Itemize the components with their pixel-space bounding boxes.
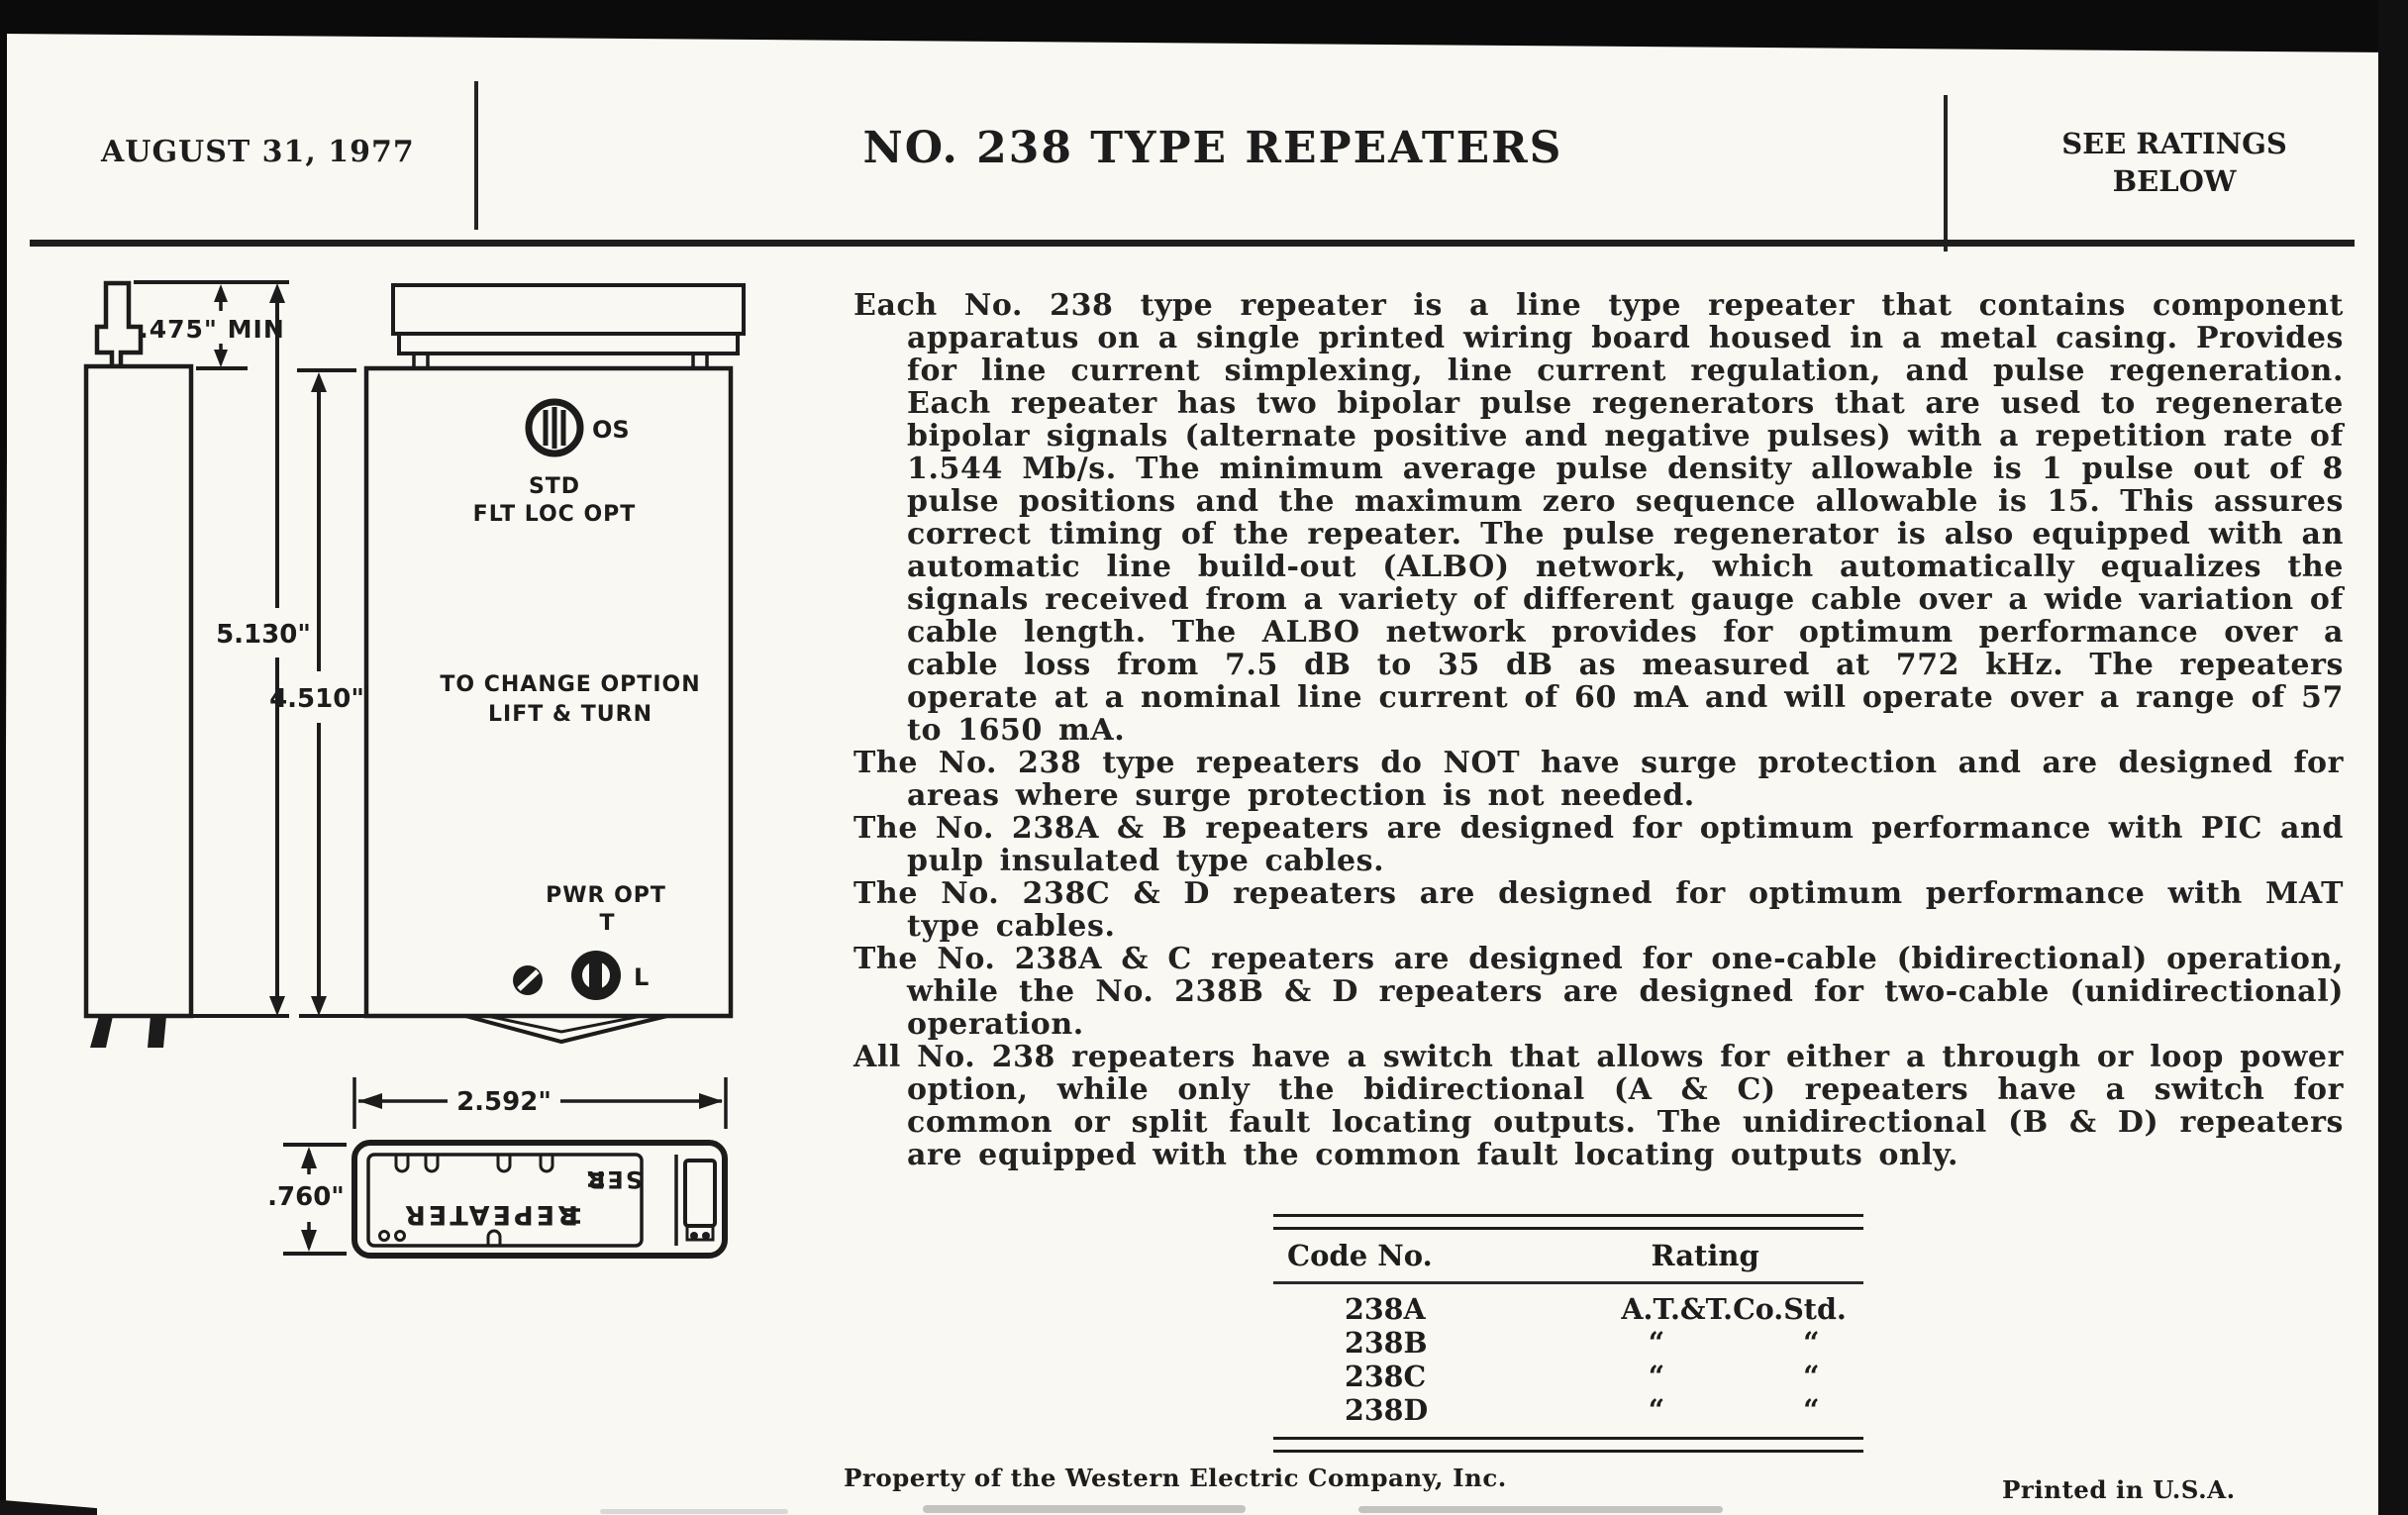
page-title: NO. 238 TYPE REPEATERS	[862, 123, 1563, 173]
code-cell: 238C	[1345, 1360, 1427, 1393]
front-view	[366, 285, 744, 1042]
scan-edge-right	[2378, 0, 2408, 1515]
scan-smudge	[923, 1505, 1246, 1513]
side-view	[86, 283, 191, 1048]
scan-smudge	[1358, 1506, 1723, 1513]
dimension-4510	[269, 370, 366, 1016]
ratings-note-line1: SEE RATINGS	[2061, 127, 2287, 160]
ditto-marks	[1604, 1393, 1863, 1427]
change-option-line1: TO CHANGE OPTION	[440, 672, 701, 697]
ratings-note	[1980, 125, 2368, 200]
code-cell: 238B	[1345, 1326, 1428, 1360]
rating-cell: A.T.&T.Co.Std.	[1621, 1292, 1847, 1326]
paragraph-direction: The No. 238A & C repeaters are designed for one-cable (bidirectional) operation, while the No. 238B & D repeaters are designed for two-cable (unidirectional) operation.	[853, 942, 2344, 1042]
side-view-foot-left	[90, 1016, 113, 1048]
code-cell: 238A	[1345, 1292, 1426, 1326]
dimension-5130	[190, 283, 311, 1016]
side-view-foot-right	[148, 1016, 166, 1048]
scan-smudge	[600, 1509, 788, 1514]
dim-2592-label: 2.592"	[456, 1087, 552, 1117]
dim-5130-label: 5.130"	[216, 620, 311, 650]
header-divider-right	[1944, 95, 1948, 252]
table-bottom-rule	[1273, 1437, 1863, 1453]
pwr-opt-label: PWR OPT	[546, 883, 666, 908]
code-cell: 238D	[1345, 1393, 1429, 1427]
change-option-line2: LIFT & TURN	[488, 702, 652, 727]
column-header-code: Code No.	[1287, 1239, 1433, 1272]
connector-pin-outline	[97, 283, 141, 366]
paragraph-switch: All No. 238 repeaters have a switch that allows for either a through or loop power option, while only the bidirectional (A & C) repeaters have a switch for common or split fault locating outputs. The unidirectional (B & D) repeaters are equipped with the common fault locating outputs only.	[853, 1040, 2344, 1172]
table-body	[1273, 1284, 1863, 1437]
header-divider-left	[474, 81, 478, 230]
ditto-mark: “	[1803, 1326, 1820, 1360]
table-row	[1273, 1393, 1863, 1427]
ratings-table	[1273, 1214, 1863, 1453]
paragraph-238cd: The No. 238C & D repeaters are designed for optimum performance with MAT type cables.	[853, 876, 2344, 944]
std-label: STD	[528, 474, 581, 499]
description-text	[853, 289, 2344, 1171]
dim-760-label: .760"	[267, 1182, 345, 1212]
table-row	[1273, 1326, 1863, 1360]
ditto-mark: “	[1803, 1360, 1820, 1393]
property-notice: Property of the Western Electric Company, Inc.	[844, 1464, 1507, 1492]
l-label: L	[634, 963, 650, 991]
table-row	[1273, 1292, 1863, 1326]
ditto-marks	[1604, 1360, 1863, 1393]
repeater-drawing	[40, 267, 772, 1287]
t-label: T	[599, 911, 615, 936]
document-date: AUGUST 31, 1977	[101, 135, 415, 169]
column-header-rating: Rating	[1651, 1239, 1759, 1272]
paragraph-overview: Each No. 238 type repeater is a line type repeater that contains component apparatus on a single printed wiring board housed in a metal casing. Provides for line current simplexing, line current regulation, and pulse regeneration. Each repeater has two bipolar pulse regenerators that are used to regenerate bipolar signals (alternate positive and negative pulses) with a repetition rate of 1.544 Mb/s. The minimum average pulse density allowable is 1 pulse out of 8 pulse positions and the maximum zero sequence allowable is 15. This assures correct timing of the repeater. The pulse regenerator is also equipped with an automatic line build-out (ALBO) network, which automatically equalizes the signals received from a variety of different gauge cable over a wide variation of cable length. The ALBO network provides for optimum performance over a cable loss from 7.5 dB to 35 dB as measured at 772 kHz. The repeaters operate at a nominal line current of 60 mA and will operate over a range of 57 to 1650 mA.	[853, 288, 2344, 748]
ser-molded-label: SER	[584, 1165, 644, 1193]
dimension-2592	[354, 1077, 726, 1129]
ditto-mark: “	[1648, 1360, 1665, 1393]
dimension-475-min	[134, 282, 289, 368]
dim-475-label: .475" MIN	[139, 315, 285, 344]
front-cap-upper	[393, 285, 744, 334]
scan-edge-left	[0, 0, 7, 753]
bottom-view	[354, 1143, 725, 1256]
ditto-mark: “	[1648, 1326, 1665, 1360]
paragraph-238ab: The No. 238A & B repeaters are designed for optimum performance with PIC and pulp insulated type cables.	[853, 811, 2344, 878]
header-rule	[30, 240, 2355, 247]
table-top-rule	[1273, 1214, 1863, 1230]
ditto-mark: “	[1648, 1393, 1665, 1427]
table-header-row	[1273, 1230, 1863, 1281]
side-view-body	[86, 366, 191, 1016]
bottom-notch-outer	[465, 1016, 667, 1042]
ditto-mark: “	[1803, 1393, 1820, 1427]
printed-in-usa: Printed in U.S.A.	[2002, 1475, 2236, 1504]
paragraph-surge: The No. 238 type repeaters do NOT have surge protection and are designed for areas where surge protection is not needed.	[853, 746, 2344, 813]
dim-4510-label: 4.510"	[269, 684, 364, 714]
front-cap-lower	[399, 334, 738, 354]
repeater-molded-label: REPEATER	[402, 1199, 578, 1230]
ditto-marks	[1604, 1326, 1863, 1360]
ratings-note-line2: BELOW	[2112, 164, 2237, 198]
flt-loc-opt-label: FLT LOC OPT	[472, 502, 637, 527]
table-row	[1273, 1360, 1863, 1393]
os-label: OS	[592, 416, 630, 444]
dimension-760	[267, 1145, 347, 1254]
